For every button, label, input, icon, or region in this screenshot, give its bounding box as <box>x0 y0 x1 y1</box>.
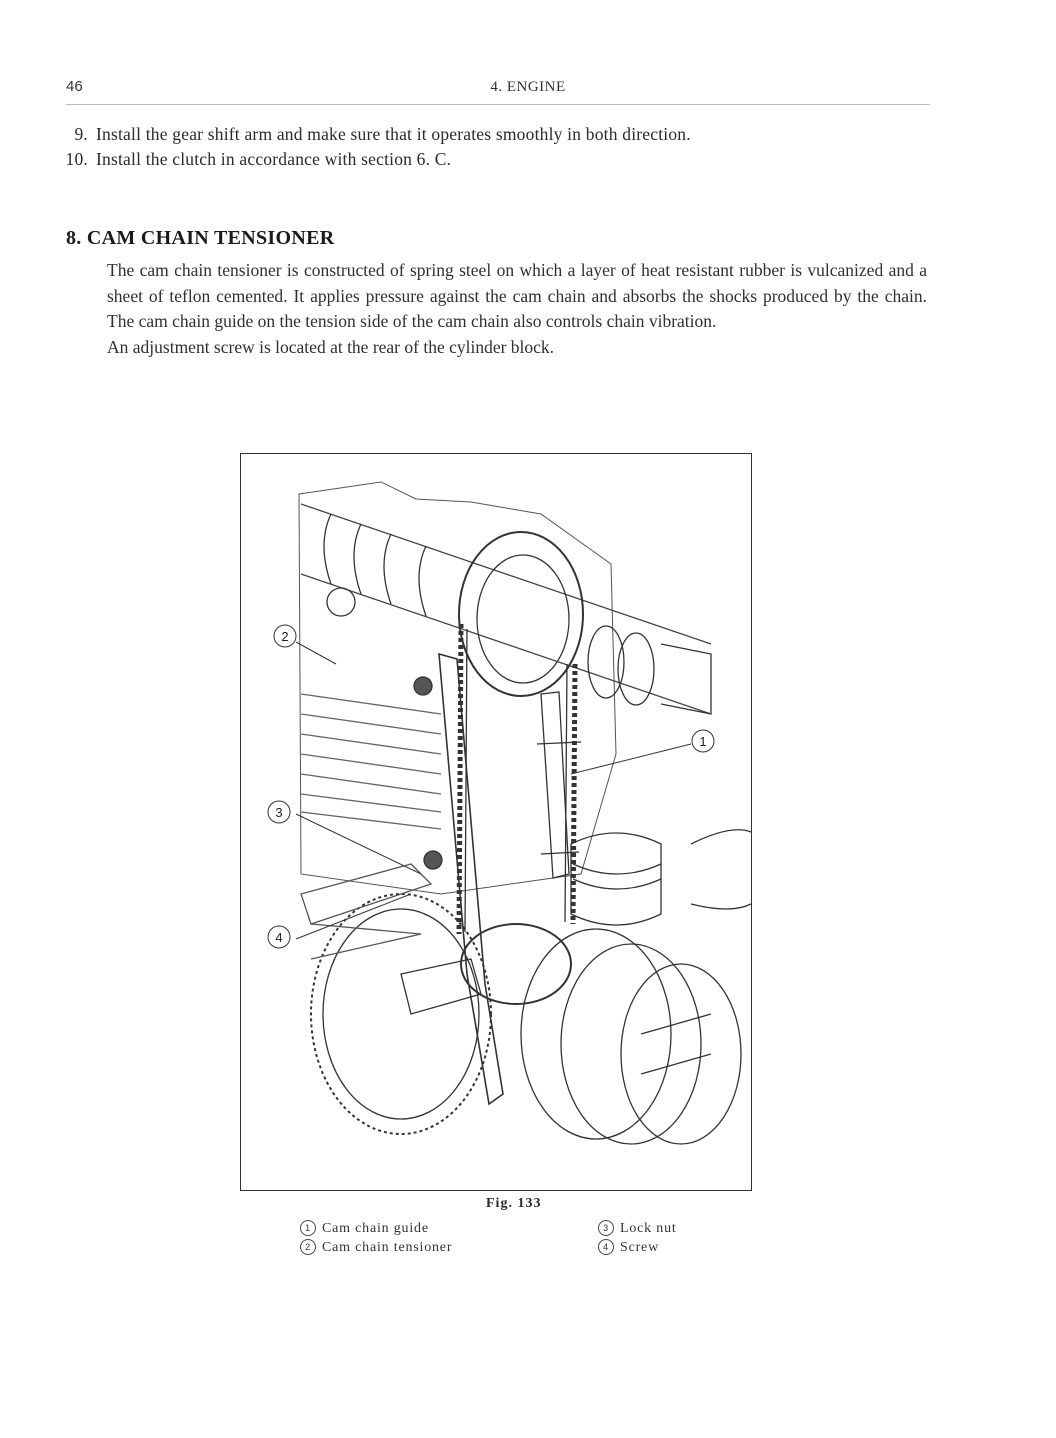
step-text: Install the gear shift arm and make sure that it operates smoothly in both direction. <box>96 124 691 144</box>
legend-marker: 1 <box>300 1220 316 1236</box>
callout-4: 4 <box>275 930 283 945</box>
legend-item <box>300 1239 452 1256</box>
callout-2: 2 <box>281 629 289 644</box>
legend-item <box>598 1239 659 1256</box>
running-head: 4. ENGINE <box>490 79 566 95</box>
legend-item <box>300 1220 429 1237</box>
legend-label: Cam chain guide <box>322 1221 429 1236</box>
callout-3: 3 <box>275 805 283 820</box>
step-item <box>48 124 691 145</box>
engine-illustration <box>241 454 751 1190</box>
legend-label: Screw <box>620 1240 659 1255</box>
page-number: 46 <box>66 78 83 95</box>
header-rule <box>66 104 930 105</box>
step-item <box>48 149 451 170</box>
body-paragraph: An adjustment screw is located at the rear of the cylinder block. <box>107 336 555 357</box>
legend-marker: 4 <box>598 1239 614 1255</box>
legend-item <box>598 1220 677 1237</box>
legend-marker: 3 <box>598 1220 614 1236</box>
callout-1: 1 <box>699 734 707 749</box>
legend-label: Cam chain tensioner <box>322 1240 453 1255</box>
figure-caption: Fig. 133 <box>486 1196 542 1211</box>
legend-label: Lock nut <box>620 1221 677 1236</box>
section-title: 8. CAM CHAIN TENSIONER <box>66 227 335 249</box>
step-number: 10. <box>65 149 88 169</box>
step-number: 9. <box>74 124 88 144</box>
body-paragraph: The cam chain tensioner is constructed of spring steel on which a layer of heat resistant rubber is vulcanized and a sheet of teflon cemented. It applies pressure against the cam chain and absorbs the shocks produced by the chain. The cam chain guide on the tension side of the cam chain also controls chain vibration. <box>107 260 927 331</box>
legend-marker: 2 <box>300 1239 316 1255</box>
step-text: Install the clutch in accordance with section 6. C. <box>96 149 452 169</box>
section-body <box>107 258 927 360</box>
